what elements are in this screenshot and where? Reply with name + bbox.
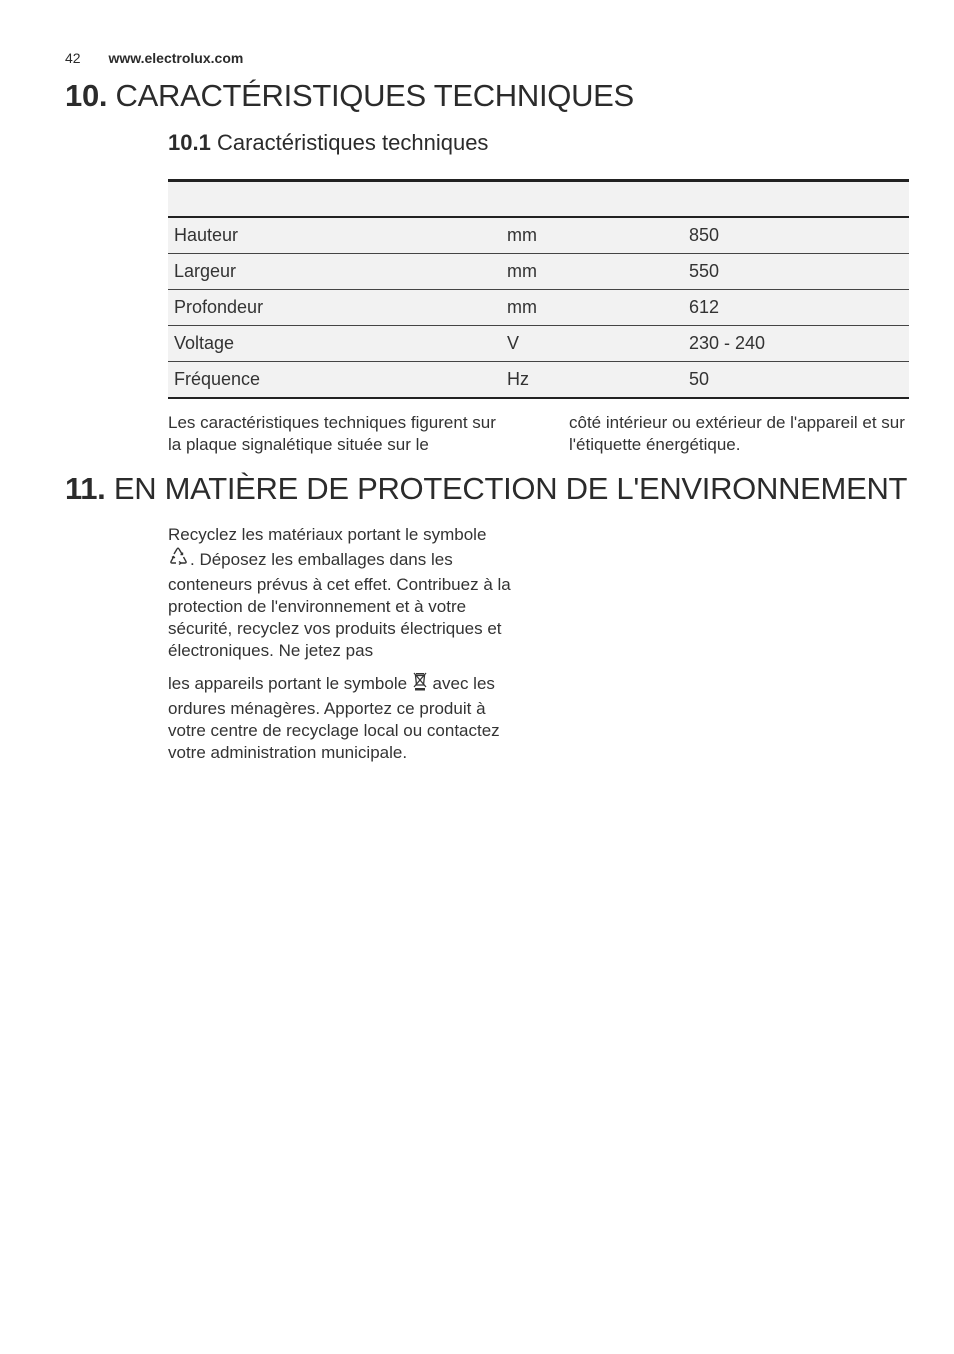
spec-label: Fréquence [168,362,501,399]
section-10-title: CARACTÉRISTIQUES TECHNIQUES [115,78,634,113]
spec-label: Profondeur [168,290,501,326]
spec-unit: V [501,326,683,362]
table-row [168,217,909,254]
spec-label: Largeur [168,254,501,290]
specifications-table [168,179,909,399]
section-10-number: 10. [65,78,108,113]
note-left-column: Les caractéristiques techniques figurent sur la plaque signalétique située sur le [168,413,496,454]
spec-value: 612 [683,290,909,326]
environment-text [168,524,528,764]
spec-unit: Hz [501,362,683,399]
recycle-icon [168,546,190,574]
section-11-heading [65,471,907,507]
spec-unit: mm [501,217,683,254]
crossed-bin-icon [412,670,428,698]
table-row [168,362,909,399]
table-row [168,326,909,362]
subsection-10-1-heading [168,130,488,156]
recycle-text-before: Recyclez les matériaux portant le symbole [168,525,487,544]
subsection-number: 10.1 [168,130,211,155]
spec-value: 550 [683,254,909,290]
page-header [65,50,243,66]
website-url: www.electrolux.com [108,50,244,66]
section-11-number: 11. [65,471,106,506]
disposal-text-before: les appareils portant le symbole [168,674,408,693]
section-11-title: EN MATIÈRE DE PROTECTION DE L'ENVIRONNEMENT [113,471,908,506]
spec-value: 850 [683,217,909,254]
recycling-paragraph [168,524,528,662]
spec-label: Hauteur [168,217,501,254]
spec-value: 50 [683,362,909,399]
subsection-title: Caractéristiques techniques [216,130,489,155]
spec-value: 230 - 240 [683,326,909,362]
recycle-text-after: . Déposez les emballages dans les conteneurs prévus à cet effet. Contribuez à la protection de l'environnement et à votre sécurité, recyclez vos produits électriques et électroniques. Ne jetez pas [168,550,511,660]
table-header-row [168,181,909,218]
spec-label: Voltage [168,326,501,362]
section-10-heading [65,78,634,114]
table-row [168,254,909,290]
rating-plate-note [168,412,909,456]
disposal-paragraph [168,670,528,764]
note-right-column: côté intérieur ou extérieur de l'appareil et sur l'étiquette énergétique. [569,413,905,454]
table-row [168,290,909,326]
disposal-text-after: avec les ordures ménagères. Apportez ce produit à votre centre de recyclage local ou contactez votre administration municipale. [168,674,500,762]
page-number: 42 [65,50,81,66]
spec-unit: mm [501,254,683,290]
spec-unit: mm [501,290,683,326]
